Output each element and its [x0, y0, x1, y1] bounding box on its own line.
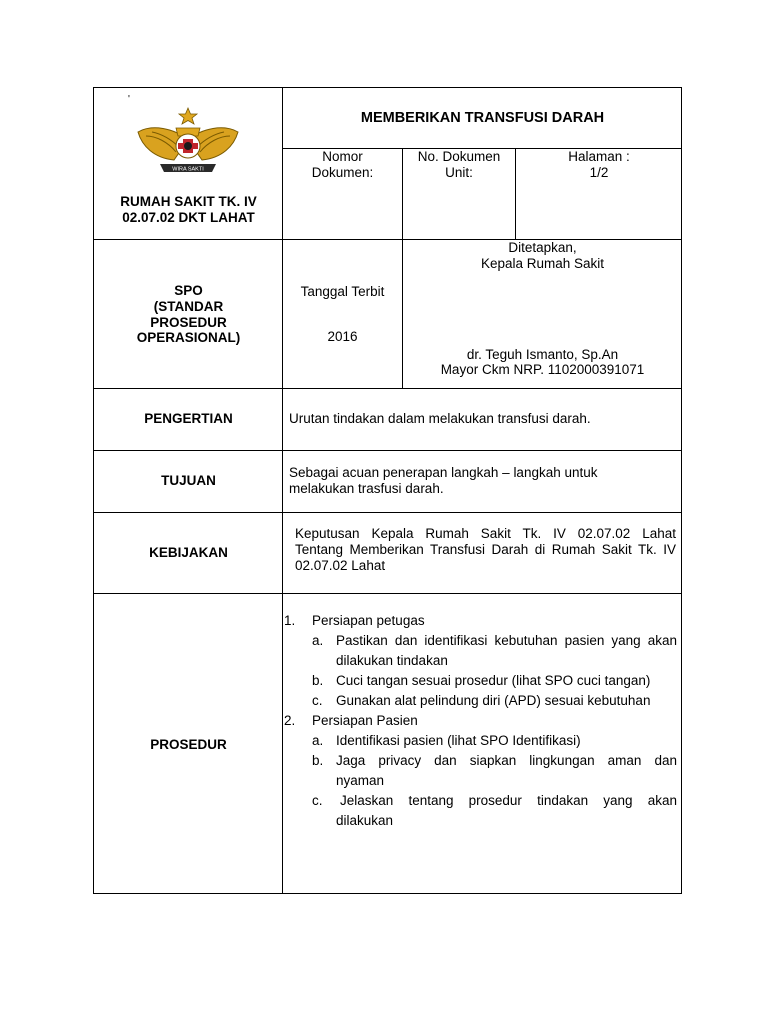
- row-divider-spo: [94, 388, 682, 389]
- step2-b-line2: nyaman: [336, 773, 385, 788]
- nomor-dokumen-label: [283, 149, 402, 181]
- prosedur-list: [284, 611, 677, 831]
- step2-c-letter: c.: [312, 793, 323, 808]
- step2-b-line1: Jaga privacy dan siapkan lingkungan aman dan: [336, 753, 677, 768]
- step2-a-letter: a.: [312, 733, 324, 748]
- kepala-rumah-sakit-text: Kepala Rumah Sakit: [480, 256, 605, 271]
- hospital-logo: [134, 106, 242, 182]
- list-item: [284, 691, 677, 711]
- pengertian-text: Urutan tindakan dalam melakukan transfusi darah.: [289, 411, 591, 426]
- halaman-label: Halaman :: [568, 149, 630, 164]
- step1-b-letter: b.: [312, 673, 324, 688]
- no-dokumen-unit-label-2: Unit:: [445, 165, 473, 180]
- step1-title: Persiapan petugas: [312, 613, 425, 628]
- halaman-cell: [516, 149, 682, 181]
- prosedur-label: PROSEDUR: [150, 737, 227, 752]
- step2-a-text: Identifikasi pasien (lihat SPO Identifikasi): [336, 733, 581, 748]
- no-dokumen-unit-label-1: No. Dokumen: [417, 149, 501, 164]
- step2-title: Persiapan Pasien: [312, 713, 418, 728]
- halaman-value: 1/2: [589, 165, 609, 180]
- step2-b-letter: b.: [312, 753, 324, 768]
- step2-number: 2.: [284, 713, 296, 728]
- list-item: [284, 731, 677, 751]
- hospital-name-line1: RUMAH SAKIT TK. IV: [120, 194, 257, 209]
- step1-a-letter: a.: [312, 633, 324, 648]
- tanggal-terbit-value: 2016: [327, 329, 358, 344]
- list-item: [284, 751, 677, 791]
- hospital-name-line2: 02.07.02 DKT LAHAT: [122, 210, 255, 225]
- spo-label-1: SPO: [174, 283, 203, 298]
- step2-c-line1: Jelaskan tentang prosedur tindakan yang akan: [340, 793, 677, 808]
- step1-number: 1.: [284, 613, 296, 628]
- tick-mark: ': [128, 94, 130, 105]
- spo-label-3: PROSEDUR: [150, 315, 227, 330]
- signer-rank: Mayor Ckm NRP. 1102000391071: [440, 362, 645, 377]
- logo-ribbon-text: WIRA SAKTI: [172, 166, 204, 173]
- document-title: MEMBERIKAN TRANSFUSI DARAH: [360, 110, 605, 126]
- tujuan-text: [289, 465, 598, 497]
- kebijakan-line2: Tentang Memberikan Transfusi Darah di Rumah Sakit Tk. IV: [295, 542, 676, 557]
- tujuan-line2: melakukan trasfusi darah.: [289, 481, 444, 496]
- kebijakan-line3: 02.07.02 Lahat: [295, 558, 386, 573]
- row-divider-tujuan: [94, 512, 682, 513]
- signer-name: dr. Teguh Ismanto, Sp.An: [466, 347, 619, 362]
- step1-c-text: Gunakan alat pelindung diri (APD) sesuai kebutuhan: [336, 693, 651, 708]
- step1-a-line1: Pastikan dan identifikasi kebutuhan pasien yang akan: [336, 633, 677, 648]
- step1-a-line2: dilakukan tindakan: [336, 653, 448, 668]
- spo-label-2: (STANDAR: [153, 299, 224, 314]
- nomor-dokumen-label-2: Dokumen:: [311, 165, 374, 180]
- row-divider-pengertian: [94, 450, 682, 451]
- kebijakan-line1: Keputusan Kepala Rumah Sakit Tk. IV 02.07.02 Lahat: [295, 526, 676, 541]
- row-divider-kebijakan: [94, 593, 682, 594]
- spo-label-4: OPERASIONAL): [136, 330, 241, 345]
- list-item: [284, 611, 677, 631]
- no-dokumen-unit-label: [403, 149, 515, 181]
- list-item: [284, 791, 677, 831]
- list-item: [284, 631, 677, 671]
- list-item: [284, 671, 677, 691]
- tujuan-line1: Sebagai acuan penerapan langkah – langkah untuk: [289, 465, 598, 480]
- nomor-dokumen-label-1: Nomor: [322, 149, 363, 164]
- kebijakan-label: KEBIJAKAN: [149, 545, 228, 560]
- tanggal-terbit-label: Tanggal Terbit: [300, 284, 385, 299]
- tujuan-label: TUJUAN: [161, 473, 216, 488]
- step2-c-line2: dilakukan: [336, 813, 394, 828]
- list-item: [284, 711, 677, 731]
- step1-c-letter: c.: [312, 693, 323, 708]
- kebijakan-text: [295, 526, 676, 574]
- spo-document: [93, 87, 682, 894]
- step1-b-text: Cuci tangan sesuai prosedur (lihat SPO cuci tangan): [336, 673, 651, 688]
- pengertian-label: PENGERTIAN: [144, 411, 233, 426]
- ditetapkan-text: Ditetapkan,: [508, 240, 577, 255]
